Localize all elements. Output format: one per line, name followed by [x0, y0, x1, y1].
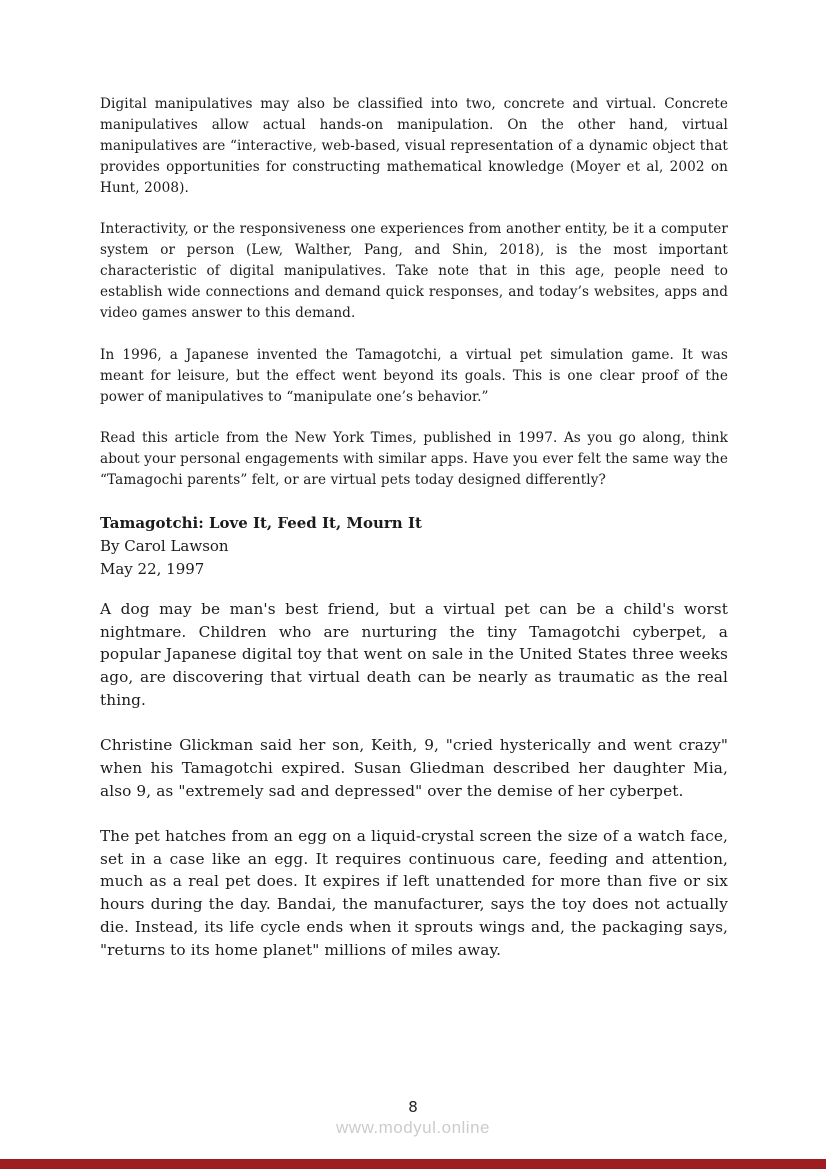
page-number: 8 — [408, 1098, 418, 1116]
intro-paragraph: Interactivity, or the responsiveness one experiences from another entity, be it a computer system or person (Lew, Walther, Pang, and Shin, 2018), is the most important characteristic of digital manipulatives. Take note that in this age, people need to establish wide connections and demand quick responses, and today’s websites, apps and video games answer to this demand. — [100, 221, 728, 322]
page-footer — [0, 1098, 826, 1138]
intro-paragraph: Digital manipulatives may also be classified into two, concrete and virtual. Concrete manipulatives allow actual hands-on manipulation. On the other hand, virtual manipulatives are “interactive, web-based, visual representation of a dynamic object that provides opportunities for constructing mathematical knowledge (Moyer et al, 2002 on Hunt, 2008). — [100, 96, 728, 196]
watermark-text: www.modyul.online — [335, 1118, 490, 1137]
article-paragraph: Christine Glickman said her son, Keith, 9, "cried hysterically and went crazy" when his Tamagotchi expired. Susan Gliedman described her daughter Mia, also 9, as "extremely sad and depressed" over the demise of her cyberpet. — [100, 736, 728, 800]
footer-accent-bar — [0, 1159, 826, 1169]
intro-paragraph: Read this article from the New York Times, published in 1997. As you go along, think about your personal engagements with similar apps. Have you ever felt the same way the “Tamagochi parents” felt, or are virtual pets today designed differently? — [100, 430, 728, 489]
intro-paragraph: In 1996, a Japanese invented the Tamagotchi, a virtual pet simulation game. It was meant for leisure, but the effect went beyond its goals. This is one clear proof of the power of manipulatives to “manipulate one’s behavior.” — [100, 346, 728, 405]
article-byline: By Carol Lawson — [100, 537, 229, 556]
article-header — [100, 512, 728, 581]
article-date: May 22, 1997 — [100, 560, 205, 579]
article-section — [100, 512, 728, 961]
article-title: Tamagotchi: Love It, Feed It, Mourn It — [100, 514, 422, 533]
article-paragraph: A dog may be man's best friend, but a virtual pet can be a child's worst nightmare. Children who are nurturing the tiny Tamagotchi cyberpet, a popular Japanese digital toy that went on sale in the United States three weeks ago, are discovering that virtual death can be nearly as traumatic as the real thing. — [100, 600, 728, 709]
intro-section — [100, 94, 728, 491]
article-paragraph: The pet hatches from an egg on a liquid-crystal screen the size of a watch face, set in a case like an egg. It requires continuous care, feeding and attention, much as a real pet does. It expires if left unattended for more than five or six hours during the day. Bandai, the manufacturer, says the toy does not actually die. Instead, its life cycle ends when it sprouts wings and, the packaging says, "returns to its home planet" millions of miles away. — [100, 827, 728, 959]
page-content — [100, 94, 728, 984]
